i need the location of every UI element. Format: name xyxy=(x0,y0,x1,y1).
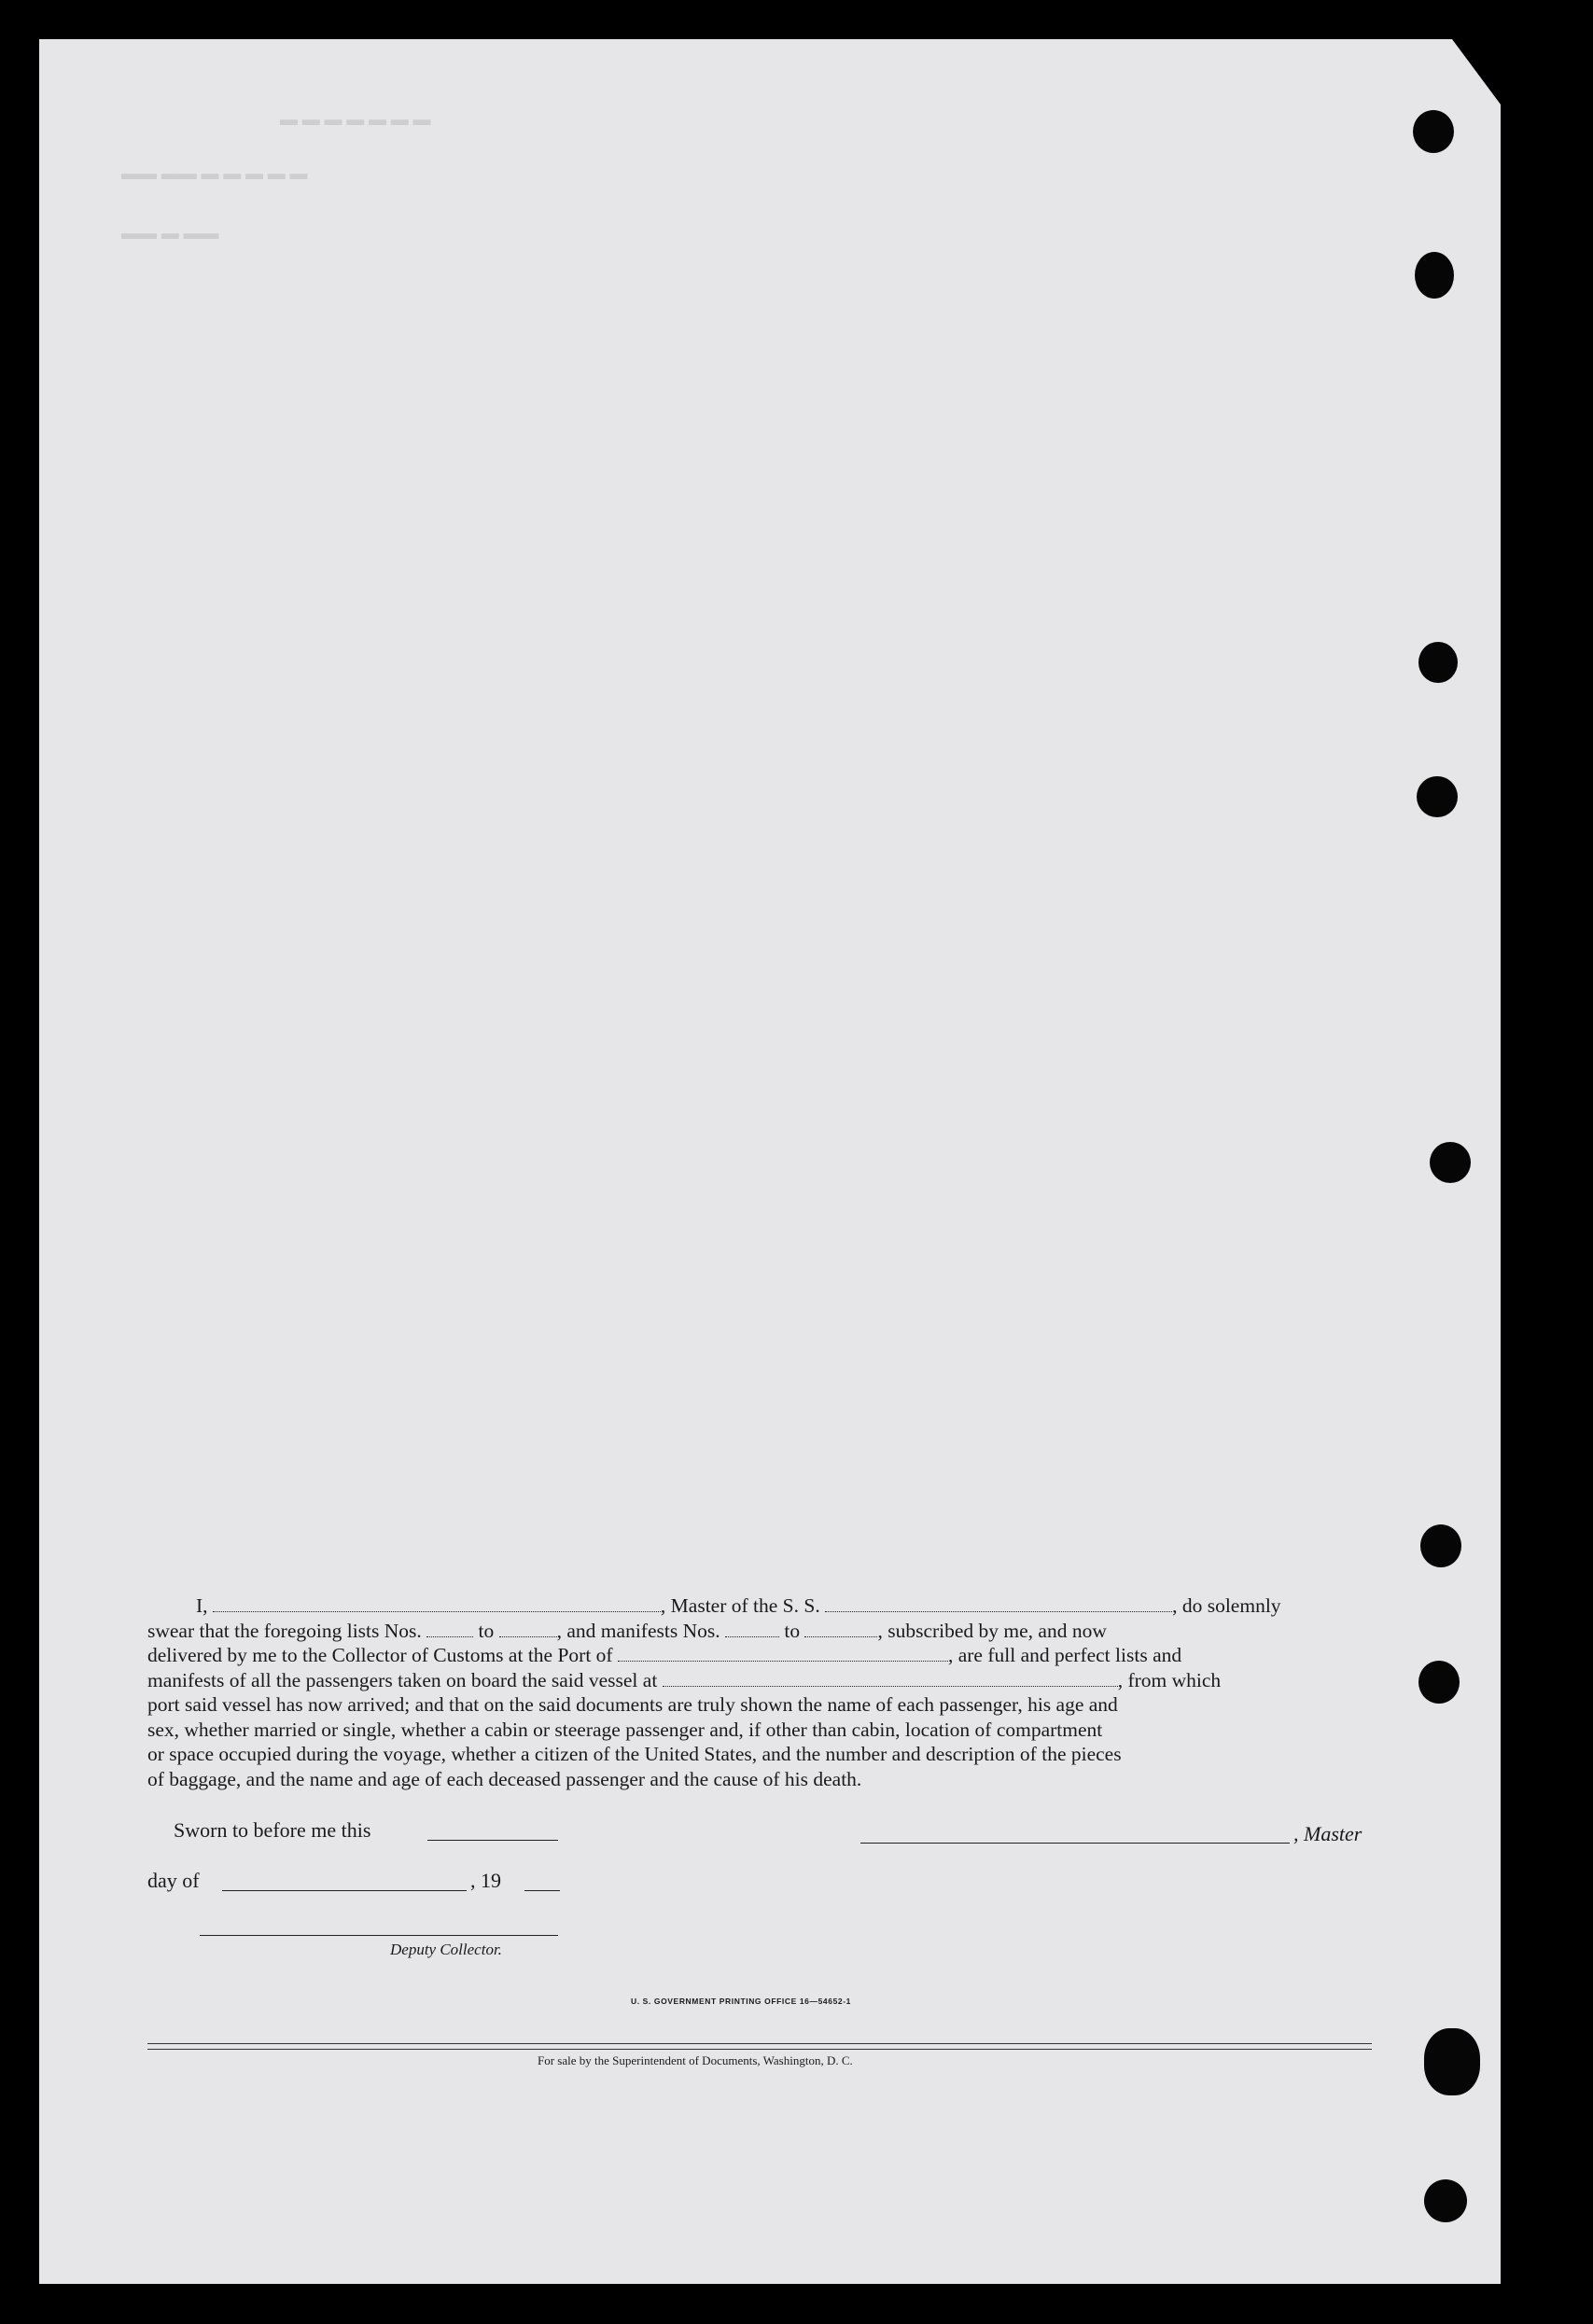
oath-text: , from which xyxy=(1117,1668,1222,1691)
binder-hole xyxy=(1418,642,1458,683)
oath-text: , subscribed by me, and now xyxy=(877,1619,1107,1642)
binder-hole xyxy=(1417,776,1458,817)
oath-text: , are full and perfect lists and xyxy=(947,1644,1182,1666)
oath-line xyxy=(147,1643,1372,1668)
year-blank xyxy=(524,1890,560,1891)
oath-text: I, xyxy=(196,1594,208,1617)
year-label: , 19 xyxy=(470,1869,501,1892)
sale-imprint: For sale by the Superintendent of Documents, Washington, D. C. xyxy=(538,2053,853,2067)
manifest-to-blank xyxy=(804,1619,877,1636)
deputy-signature-line xyxy=(200,1935,558,1936)
oath-text: swear that the foregoing lists Nos. xyxy=(147,1619,422,1642)
master-signature-line xyxy=(860,1843,1290,1844)
manifest-from-blank xyxy=(725,1619,779,1636)
oath-line: port said vessel has now arrived; and that on the said documents are truly shown the name of each passenger, his age and xyxy=(147,1693,1118,1716)
month-blank xyxy=(222,1890,467,1891)
sworn-date-blank xyxy=(427,1840,558,1841)
oath-line: of baggage, and the name and age of each deceased passenger and the cause of his death. xyxy=(147,1767,862,1790)
master-label: , Master xyxy=(1293,1822,1362,1845)
oath-text: delivered by me to the Collector of Customs at the Port of xyxy=(147,1644,613,1666)
departure-port-blank xyxy=(663,1668,1118,1686)
binder-hole xyxy=(1420,1524,1461,1567)
binder-hole xyxy=(1415,252,1454,299)
oath-text: to xyxy=(478,1619,495,1642)
oath-line xyxy=(147,1619,1372,1644)
oath-line xyxy=(147,1668,1372,1693)
binder-hole xyxy=(1430,1142,1471,1183)
binder-hole xyxy=(1424,2028,1480,2095)
printing-office-imprint: U. S. GOVERNMENT PRINTING OFFICE 16—54652-1 xyxy=(631,1997,851,2006)
binder-hole xyxy=(1418,1661,1460,1704)
sworn-label: Sworn to before me this xyxy=(174,1818,371,1842)
footer-rule xyxy=(147,2043,1372,2044)
oath-text: to xyxy=(784,1619,801,1642)
oath-line: sex, whether married or single, whether a cabin or steerage passenger and, if other than cabin, location of compartment xyxy=(147,1718,1103,1741)
binder-hole xyxy=(1424,2179,1467,2222)
oath-text: , do solemnly xyxy=(1172,1594,1281,1617)
bleed-through-mark: ▬▬ ▬▬ ▬ ▬ ▬ ▬ ▬ xyxy=(121,164,308,184)
bleed-through-mark: ▬▬ ▬ ▬▬ xyxy=(121,224,219,244)
oath-text: manifests of all the passengers taken on board the said vessel at xyxy=(147,1668,658,1691)
master-name-blank xyxy=(213,1594,661,1612)
list-to-blank xyxy=(499,1619,557,1636)
deputy-collector-label: Deputy Collector. xyxy=(390,1941,502,1958)
list-from-blank xyxy=(426,1619,473,1636)
oath-text: , Master of the S. S. xyxy=(660,1594,820,1617)
oath-text: , and manifests Nos. xyxy=(556,1619,720,1642)
ship-name-blank xyxy=(825,1594,1172,1612)
day-of-label: day of xyxy=(147,1869,200,1892)
oath-line: or space occupied during the voyage, whether a citizen of the United States, and the number and description of the pieces xyxy=(147,1743,1122,1765)
port-blank xyxy=(618,1644,948,1662)
master-oath-paragraph xyxy=(147,1593,1372,1791)
binder-hole xyxy=(1413,110,1454,153)
oath-line xyxy=(147,1593,1372,1619)
bleed-through-mark: ▬ ▬ ▬ ▬ ▬ ▬ ▬ xyxy=(280,110,431,130)
footer-rule xyxy=(147,2049,1372,2050)
